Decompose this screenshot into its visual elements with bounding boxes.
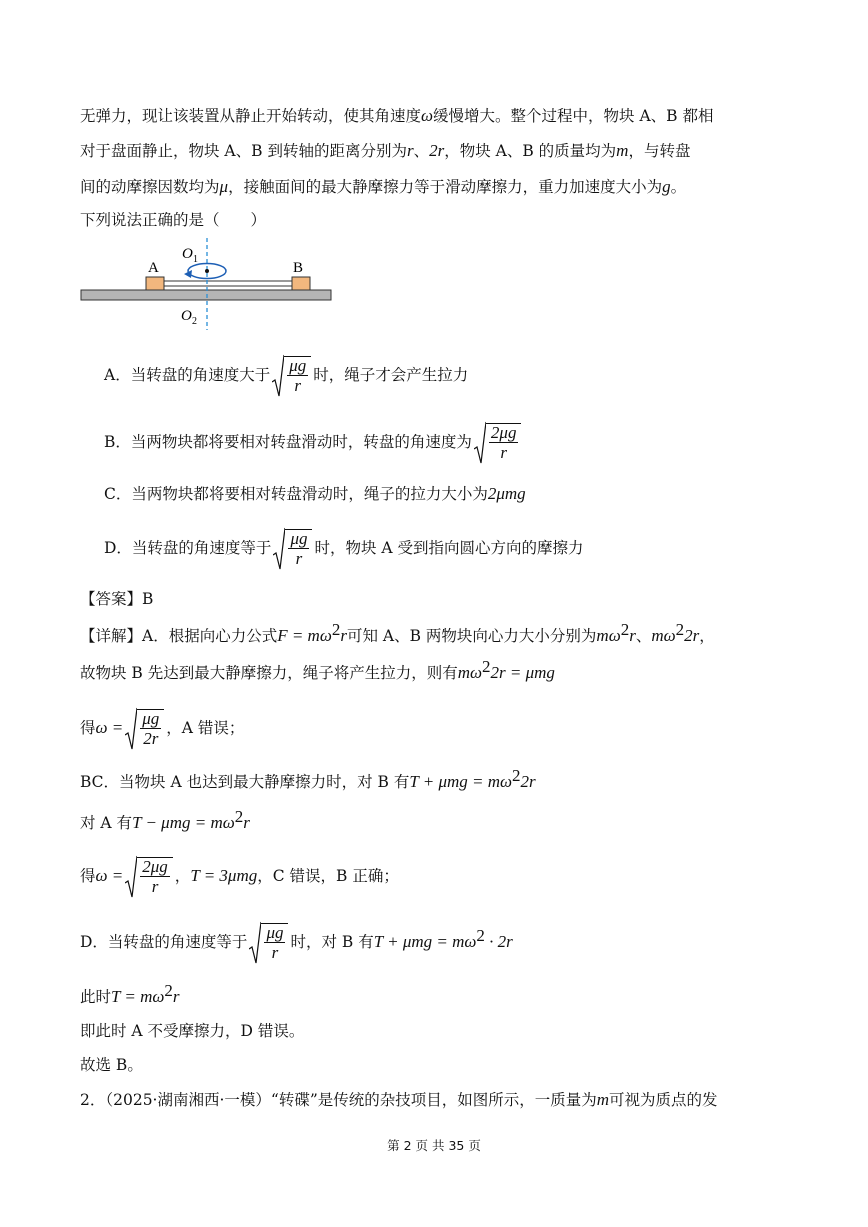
problem-line-1 <box>80 104 713 128</box>
numerator: μg <box>266 923 284 942</box>
formula: mω <box>457 663 483 682</box>
sqrt-2mug-over-r <box>474 421 522 465</box>
superscript: 2 <box>482 656 491 676</box>
sqrt-mug-over-r <box>273 527 312 571</box>
mu-symbol: μ <box>219 177 229 196</box>
text: ，接触面间的最大静摩擦力等于滑动摩擦力，重力加速度大小为 <box>228 178 663 196</box>
m-symbol: m <box>616 141 629 160</box>
numerator: μg <box>142 709 160 728</box>
option-d <box>104 526 584 571</box>
sqrt-mug-over-2r <box>125 707 164 751</box>
text: 可视为质点的发 <box>609 1091 718 1109</box>
detail-line-1 <box>80 619 715 648</box>
m-symbol: m <box>596 1090 610 1109</box>
label-a: A <box>148 260 159 276</box>
formula: 2r = μmg <box>490 663 555 682</box>
denominator: r <box>500 443 507 462</box>
text: 对于盘面静止，物块 A、B 到转轴的距离分别为 <box>80 142 407 160</box>
text: ，物块 A、B 的质量均为 <box>444 142 617 160</box>
r-symbol: r <box>406 141 414 160</box>
text: 故选 B。 <box>80 1056 143 1074</box>
formula: T + μmg = mω <box>373 932 477 951</box>
formula: r <box>172 987 180 1006</box>
text: ， <box>699 627 715 645</box>
answer-text: 【答案】B <box>80 590 154 608</box>
text: 。 <box>670 178 687 196</box>
text: 此时 <box>80 988 112 1006</box>
formula: mω <box>596 626 621 645</box>
text: 时，绳子才会产生拉力 <box>313 366 469 384</box>
answer <box>80 587 153 611</box>
tension-value: 2μmg <box>487 484 526 503</box>
text: 得 <box>80 719 96 737</box>
detail-line-2 <box>80 656 555 685</box>
detail-line-7 <box>80 918 513 966</box>
sqrt-2mug-over-r <box>125 855 173 899</box>
text: ， <box>174 867 191 885</box>
formula: r <box>629 626 636 645</box>
text: 2．（2025·湖南湘西·一模）“转碟”是传统的杂技项目，如图所示，一质量为 <box>80 1091 597 1109</box>
formula: F = mω <box>277 626 332 645</box>
text: 对 A 有 <box>80 814 133 832</box>
detail-line-5 <box>80 806 250 835</box>
formula: 2r <box>684 626 700 645</box>
text: BC．当物块 A 也达到最大静摩擦力时，对 B 有 <box>80 773 410 791</box>
next-problem-line <box>80 1088 718 1112</box>
block-b <box>292 277 310 290</box>
text: 【详解】A．根据向心力公式 <box>80 627 278 645</box>
denominator: 2r <box>143 729 159 748</box>
denominator: r <box>295 549 303 568</box>
text: ，A 错误； <box>166 719 245 737</box>
text: 间的动摩擦因数均为 <box>80 178 220 196</box>
formula: r <box>340 626 347 645</box>
superscript: 2 <box>331 619 341 639</box>
problem-line-4 <box>80 208 266 232</box>
denominator: r <box>271 943 279 962</box>
page-footer: 第 2 页 共 35 页 <box>387 1138 481 1153</box>
label-o1: O <box>182 246 193 262</box>
formula: T = mω <box>111 987 165 1006</box>
text: D．当转盘的角速度等于 <box>104 539 272 557</box>
text: 缓慢增大。整个过程中，物块 A、B 都相 <box>433 107 714 125</box>
denominator: r <box>151 877 159 896</box>
2r-symbol: 2r <box>429 141 445 160</box>
superscript: 2 <box>234 806 244 826</box>
formula: mω <box>651 626 676 645</box>
detail-line-9 <box>80 1019 304 1043</box>
numerator: μg <box>290 529 308 548</box>
turntable-figure <box>78 238 336 330</box>
text: 即此时 A 不受摩擦力，D 错误。 <box>80 1022 305 1040</box>
option-c <box>104 482 526 506</box>
axis-center-dot <box>205 269 209 273</box>
numerator: 2μg <box>490 423 517 442</box>
text: 得 <box>80 867 96 885</box>
label-b: B <box>293 260 304 276</box>
option-b <box>104 420 523 465</box>
detail-line-3 <box>80 704 244 752</box>
superscript: 2 <box>476 925 485 945</box>
label-o2: O <box>181 308 192 324</box>
text: 可知 A、B 两物块向心力大小分别为 <box>346 627 597 645</box>
text: ，C 错误，B 正确； <box>257 867 399 885</box>
omega-symbol: ω <box>421 106 434 125</box>
formula: · 2r <box>484 932 513 951</box>
detail-line-8 <box>80 980 180 1009</box>
text: 、 <box>635 627 652 645</box>
label-o1-sub: 1 <box>193 254 198 265</box>
sqrt-mug-over-r <box>272 354 311 398</box>
formula: T = 3μmg <box>190 866 258 885</box>
detail-line-10 <box>80 1053 143 1077</box>
superscript: 2 <box>620 619 630 639</box>
superscript: 2 <box>164 980 173 1000</box>
problem-line-2 <box>80 139 690 163</box>
text: C．当两物块都将要相对转盘滑动时，绳子的拉力大小为 <box>104 485 488 503</box>
g-symbol: g <box>662 177 671 196</box>
label-o2-sub: 2 <box>192 316 197 327</box>
formula: T + μmg = mω <box>409 772 513 791</box>
text: 故物块 B 先达到最大静摩擦力，绳子将产生拉力，则有 <box>80 664 458 682</box>
text: 、 <box>413 142 430 160</box>
superscript: 2 <box>675 619 685 639</box>
superscript: 2 <box>512 765 521 785</box>
text: D．当转盘的角速度等于 <box>80 933 248 951</box>
text: B．当两物块都将要相对转盘滑动时，转盘的角速度为 <box>104 433 472 451</box>
text: A．当转盘的角速度大于 <box>104 366 271 384</box>
detail-line-6 <box>80 852 399 900</box>
formula: ω = <box>95 718 124 737</box>
formula: 2r <box>520 772 536 791</box>
sqrt-mug-over-r <box>249 921 288 965</box>
problem-line-3 <box>80 175 686 199</box>
detail-line-4 <box>80 765 536 794</box>
turntable-disk <box>81 290 331 300</box>
numerator: 2μg <box>142 857 168 876</box>
block-a <box>146 277 164 290</box>
text: 下列说法正确的是（ ） <box>80 211 267 229</box>
text: 时，对 B 有 <box>290 933 374 951</box>
formula: ω = <box>95 866 124 885</box>
text: ，与转盘 <box>628 142 691 160</box>
denominator: r <box>294 376 302 395</box>
numerator: μg <box>289 356 307 375</box>
rope <box>164 281 292 286</box>
formula: T − μmg = mω <box>132 813 235 832</box>
formula: r <box>243 813 250 832</box>
text: 时，物块 A 受到指向圆心方向的摩擦力 <box>314 539 584 557</box>
option-a <box>104 353 468 398</box>
text: 无弹力，现让该装置从静止开始转动，使其角速度 <box>80 107 422 125</box>
